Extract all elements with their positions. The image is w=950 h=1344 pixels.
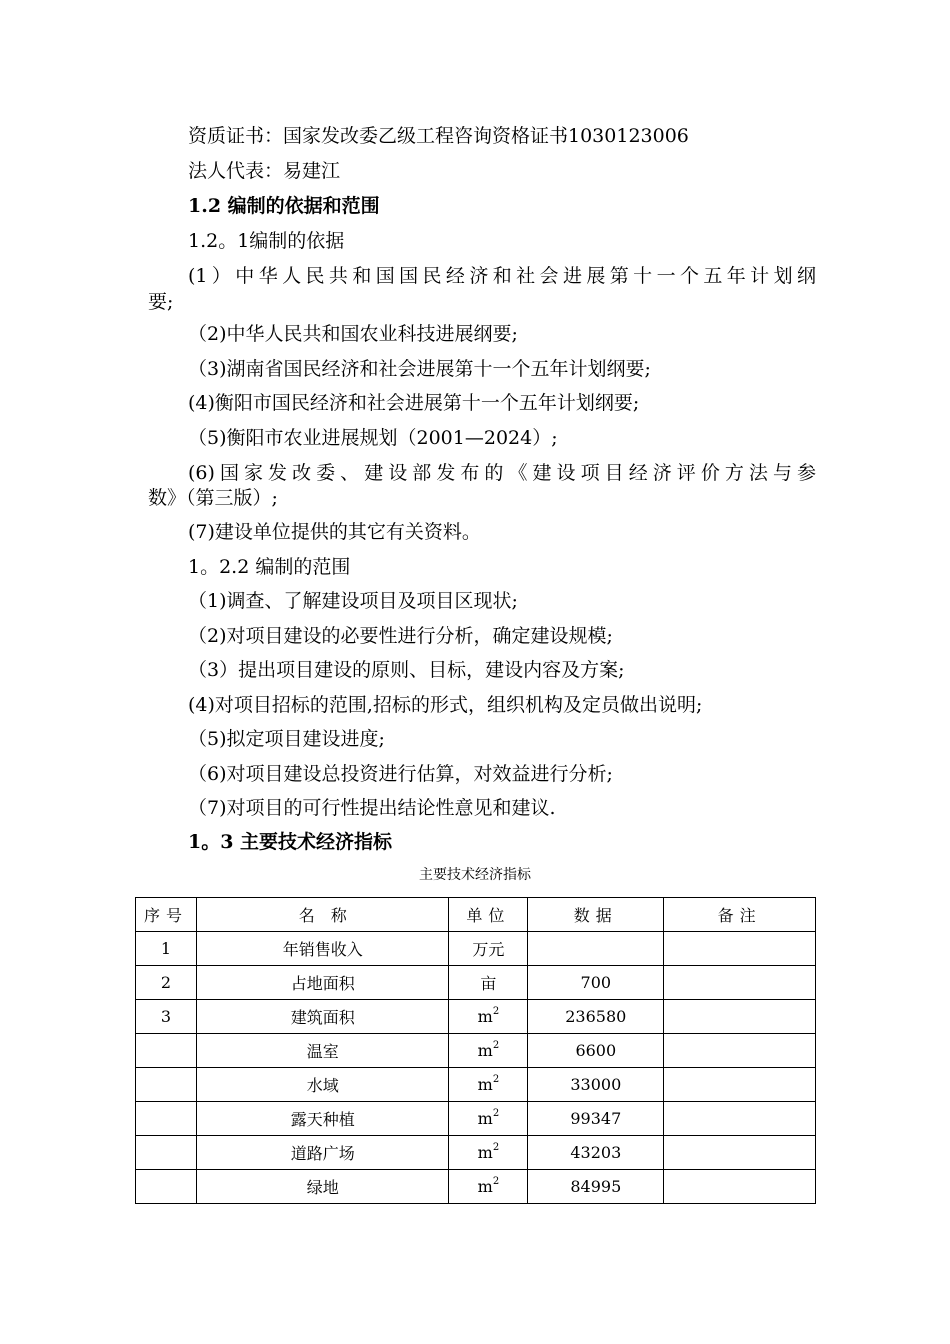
basis-item-1-cont: 要;	[148, 291, 174, 313]
scope-item-5: （5)拟定项目建设进度;	[188, 728, 385, 750]
unit-superscript: 2	[492, 1142, 500, 1153]
cell-name: 温室	[196, 1034, 449, 1068]
scope-item-1: （1)调查、了解建设项目及项目区现状;	[188, 590, 518, 612]
table-row	[136, 1136, 816, 1170]
unit-superscript: 2	[492, 1040, 500, 1051]
cell-no: 3	[136, 1000, 197, 1034]
cell-note	[664, 1000, 816, 1034]
cell-unit	[449, 1136, 528, 1170]
cell-note	[664, 1068, 816, 1102]
header-unit: 单位	[449, 898, 528, 932]
subsection-heading-1-2-1: 1.2。1编制的依据	[188, 230, 345, 252]
cell-note	[664, 966, 816, 1000]
header-no: 序号	[136, 898, 197, 932]
table-row	[136, 1068, 816, 1102]
section-heading-1-2: 1.2 编制的依据和范围	[188, 195, 380, 217]
table-row	[136, 1170, 816, 1204]
cell-note	[664, 1034, 816, 1068]
cell-no	[136, 1034, 197, 1068]
cell-unit: 万元	[449, 932, 528, 966]
unit-superscript: 2	[492, 1006, 500, 1017]
cell-no: 2	[136, 966, 197, 1000]
cell-value: 236580	[528, 1000, 664, 1034]
basis-item-5: （5)衡阳市农业进展规划（2001—2024）;	[188, 427, 558, 449]
header-name: 名 称	[196, 898, 449, 932]
unit-base: m	[477, 1109, 493, 1128]
unit-base: m	[477, 1177, 493, 1196]
scope-item-7: （7)对项目的可行性提出结论性意见和建议.	[188, 797, 556, 819]
unit-superscript: 2	[492, 1108, 500, 1119]
unit-superscript: 2	[492, 1074, 500, 1085]
basis-item-6-cont: 数》（第三版）;	[148, 487, 278, 509]
cell-unit	[449, 1170, 528, 1204]
scope-item-2: （2)对项目建设的必要性进行分析，确定建设规模;	[188, 625, 613, 647]
certificate-line: 资质证书：国家发改委乙级工程咨询资格证书1030123006	[188, 125, 689, 147]
scope-item-3: （3）提出项目建设的原则、目标，建设内容及方案;	[188, 659, 625, 681]
unit-base: m	[477, 1041, 493, 1060]
basis-item-3: （3)湖南省国民经济和社会进展第十一个五年计划纲要;	[188, 358, 651, 380]
basis-item-1: (1）中华人民共和国国民经济和社会进展第十一个五年计划纲	[188, 265, 816, 287]
cell-note	[664, 1170, 816, 1204]
cell-value: 700	[528, 966, 664, 1000]
cell-note	[664, 1136, 816, 1170]
unit-base: m	[477, 1075, 493, 1094]
table-header-row	[136, 898, 816, 932]
scope-item-4: (4)对项目招标的范围,招标的形式，组织机构及定员做出说明;	[188, 694, 703, 716]
cell-unit	[449, 1068, 528, 1102]
legal-representative-line: 法人代表：易建江	[188, 160, 341, 182]
cell-no: 1	[136, 932, 197, 966]
cell-name: 占地面积	[196, 966, 449, 1000]
header-note: 备注	[664, 898, 816, 932]
table-row	[136, 1102, 816, 1136]
cell-note	[664, 1102, 816, 1136]
cell-no	[136, 1068, 197, 1102]
cell-value: 33000	[528, 1068, 664, 1102]
cell-name: 绿地	[196, 1170, 449, 1204]
cell-unit: 亩	[449, 966, 528, 1000]
basis-item-6: (6)国家发改委、建设部发布的《建设项目经济评价方法与参	[188, 462, 816, 484]
unit-superscript: 2	[492, 1176, 500, 1187]
table-row	[136, 966, 816, 1000]
cell-unit	[449, 1102, 528, 1136]
unit-base: m	[477, 1007, 493, 1026]
scope-item-6: （6)对项目建设总投资进行估算，对效益进行分析;	[188, 763, 613, 785]
cell-name: 建筑面积	[196, 1000, 449, 1034]
cell-value: 43203	[528, 1136, 664, 1170]
cell-no	[136, 1136, 197, 1170]
table-row	[136, 1034, 816, 1068]
header-value: 数据	[528, 898, 664, 932]
cell-no	[136, 1102, 197, 1136]
table-row	[136, 932, 816, 966]
cell-unit	[449, 1034, 528, 1068]
cell-name: 露天种植	[196, 1102, 449, 1136]
unit-base: m	[477, 1143, 493, 1162]
cell-value: 6600	[528, 1034, 664, 1068]
basis-item-7: (7)建设单位提供的其它有关资料。	[188, 521, 481, 543]
cell-name: 道路广场	[196, 1136, 449, 1170]
basis-item-2: （2)中华人民共和国农业科技进展纲要;	[188, 323, 518, 345]
table-row	[136, 1000, 816, 1034]
cell-name: 水域	[196, 1068, 449, 1102]
cell-value	[528, 932, 664, 966]
cell-no	[136, 1170, 197, 1204]
technical-economic-indicators-table	[135, 897, 816, 1204]
cell-value: 99347	[528, 1102, 664, 1136]
cell-note	[664, 932, 816, 966]
cell-unit	[449, 1000, 528, 1034]
table-caption: 主要技术经济指标	[419, 867, 531, 883]
basis-item-4: (4)衡阳市国民经济和社会进展第十一个五年计划纲要;	[188, 392, 640, 414]
cell-value: 84995	[528, 1170, 664, 1204]
cell-name: 年销售收入	[196, 932, 449, 966]
section-heading-1-3: 1。3 主要技术经济指标	[188, 831, 393, 853]
subsection-heading-1-2-2: 1。2.2 编制的范围	[188, 556, 351, 578]
